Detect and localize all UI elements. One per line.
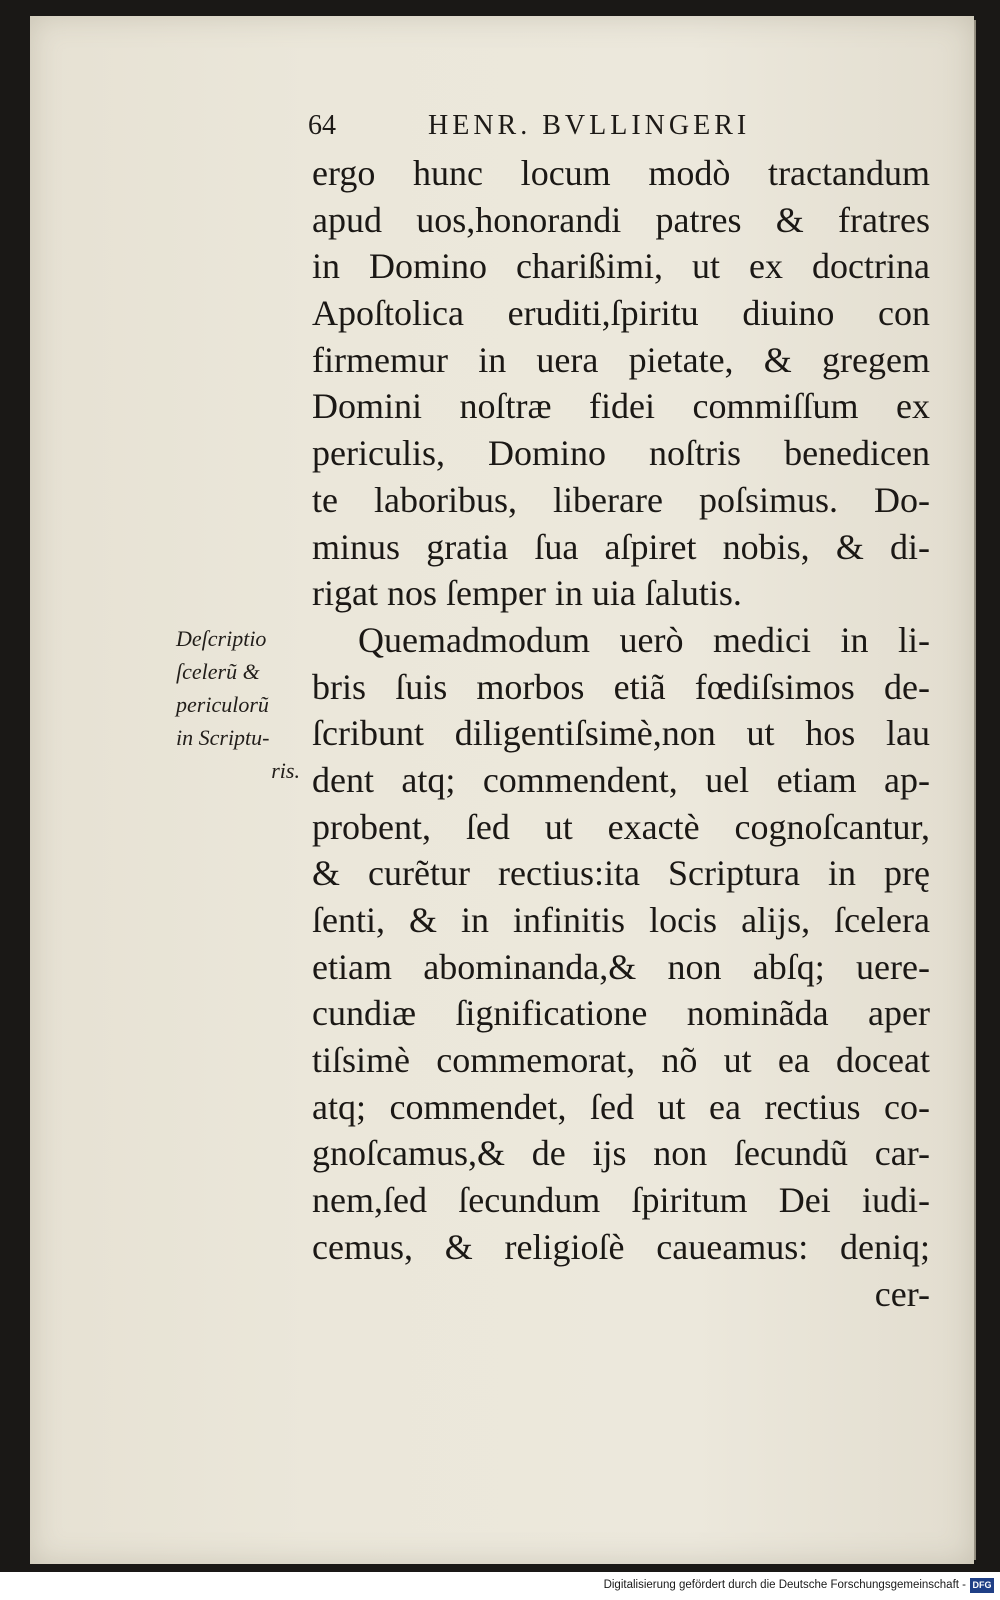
text-line: Domini noſtræ fidei commiſſum ex: [312, 386, 930, 427]
text-line: in Domino charißimi, ut ex doctrina: [312, 246, 930, 287]
text-line: rigat nos ſemper in uia ſalutis.: [312, 573, 742, 614]
text-line: te laboribus, liberare poſsimus. Do-: [312, 479, 930, 520]
text-line: cundiæ ſignificatione nominãda aper: [312, 993, 930, 1034]
text-line: periculis, Domino noſtris benedicen: [312, 433, 930, 474]
footer-bar: [0, 1572, 1000, 1600]
text-line: ergo hunc locum modò tractandum: [312, 153, 930, 193]
text-line: ſenti, & in infinitis locis alijs, ſcelera: [312, 900, 930, 940]
text-line: apud uos,honorandi patres & fratres: [312, 199, 930, 240]
text-line: ſcribunt diligentiſsimè,non ut hos lau: [312, 713, 930, 754]
marginal-note-line: periculorũ: [176, 692, 269, 717]
page-number: 64: [308, 110, 336, 141]
text-line: Apoſtolica eruditi,ſpiritu diuino con: [312, 293, 930, 334]
text-line: bris ſuis morbos etiã fœdiſsimos de-: [312, 666, 930, 707]
text-line: gnoſcamus,& de ijs non ſecundũ car-: [312, 1133, 930, 1174]
running-head: [308, 110, 938, 150]
text-line: firmemur in uera pietate, & gregem: [312, 339, 930, 380]
running-title: HENR. BVLLINGERI: [428, 110, 751, 141]
marginal-note-line: ris.: [271, 758, 300, 783]
body-text: [312, 150, 930, 1317]
text-line: tiſsimè commemorat, nõ ut ea doceat: [312, 1040, 930, 1081]
text-line: minus gratia ſua aſpiret nobis, & di-: [312, 526, 930, 567]
text-line: atq; commendet, ſed ut ea rectius co-: [312, 1086, 930, 1127]
text-line: etiam abominanda,& non abſq; uere-: [312, 946, 930, 987]
text-line: nem,ſed ſecundum ſpiritum Dei iudi-: [312, 1180, 930, 1221]
text-line: & curẽtur rectius:ita Scriptura in prę: [312, 853, 930, 894]
marginal-note-line: in Scriptu-: [176, 725, 270, 750]
text-line: cemus, & religioſè caueamus: deniq;: [312, 1226, 930, 1267]
marginal-note: [176, 622, 300, 787]
funding-credit: Digitalisierung gefördert durch die Deutsche Forschungsgemeinschaft -: [603, 1579, 966, 1591]
dfg-logo[interactable]: DFG: [970, 1578, 994, 1593]
text-line: Quemadmodum uerò medici in li-: [358, 619, 930, 660]
marginal-note-line: Deſcriptio: [176, 626, 267, 651]
catchword: cer-: [874, 1273, 930, 1314]
text-line: probent, ſed ut exactè cognoſcantur,: [312, 806, 930, 847]
text-line: dent atq; commendent, uel etiam ap-: [312, 759, 930, 800]
marginal-note-line: ſcelerũ &: [176, 659, 260, 684]
